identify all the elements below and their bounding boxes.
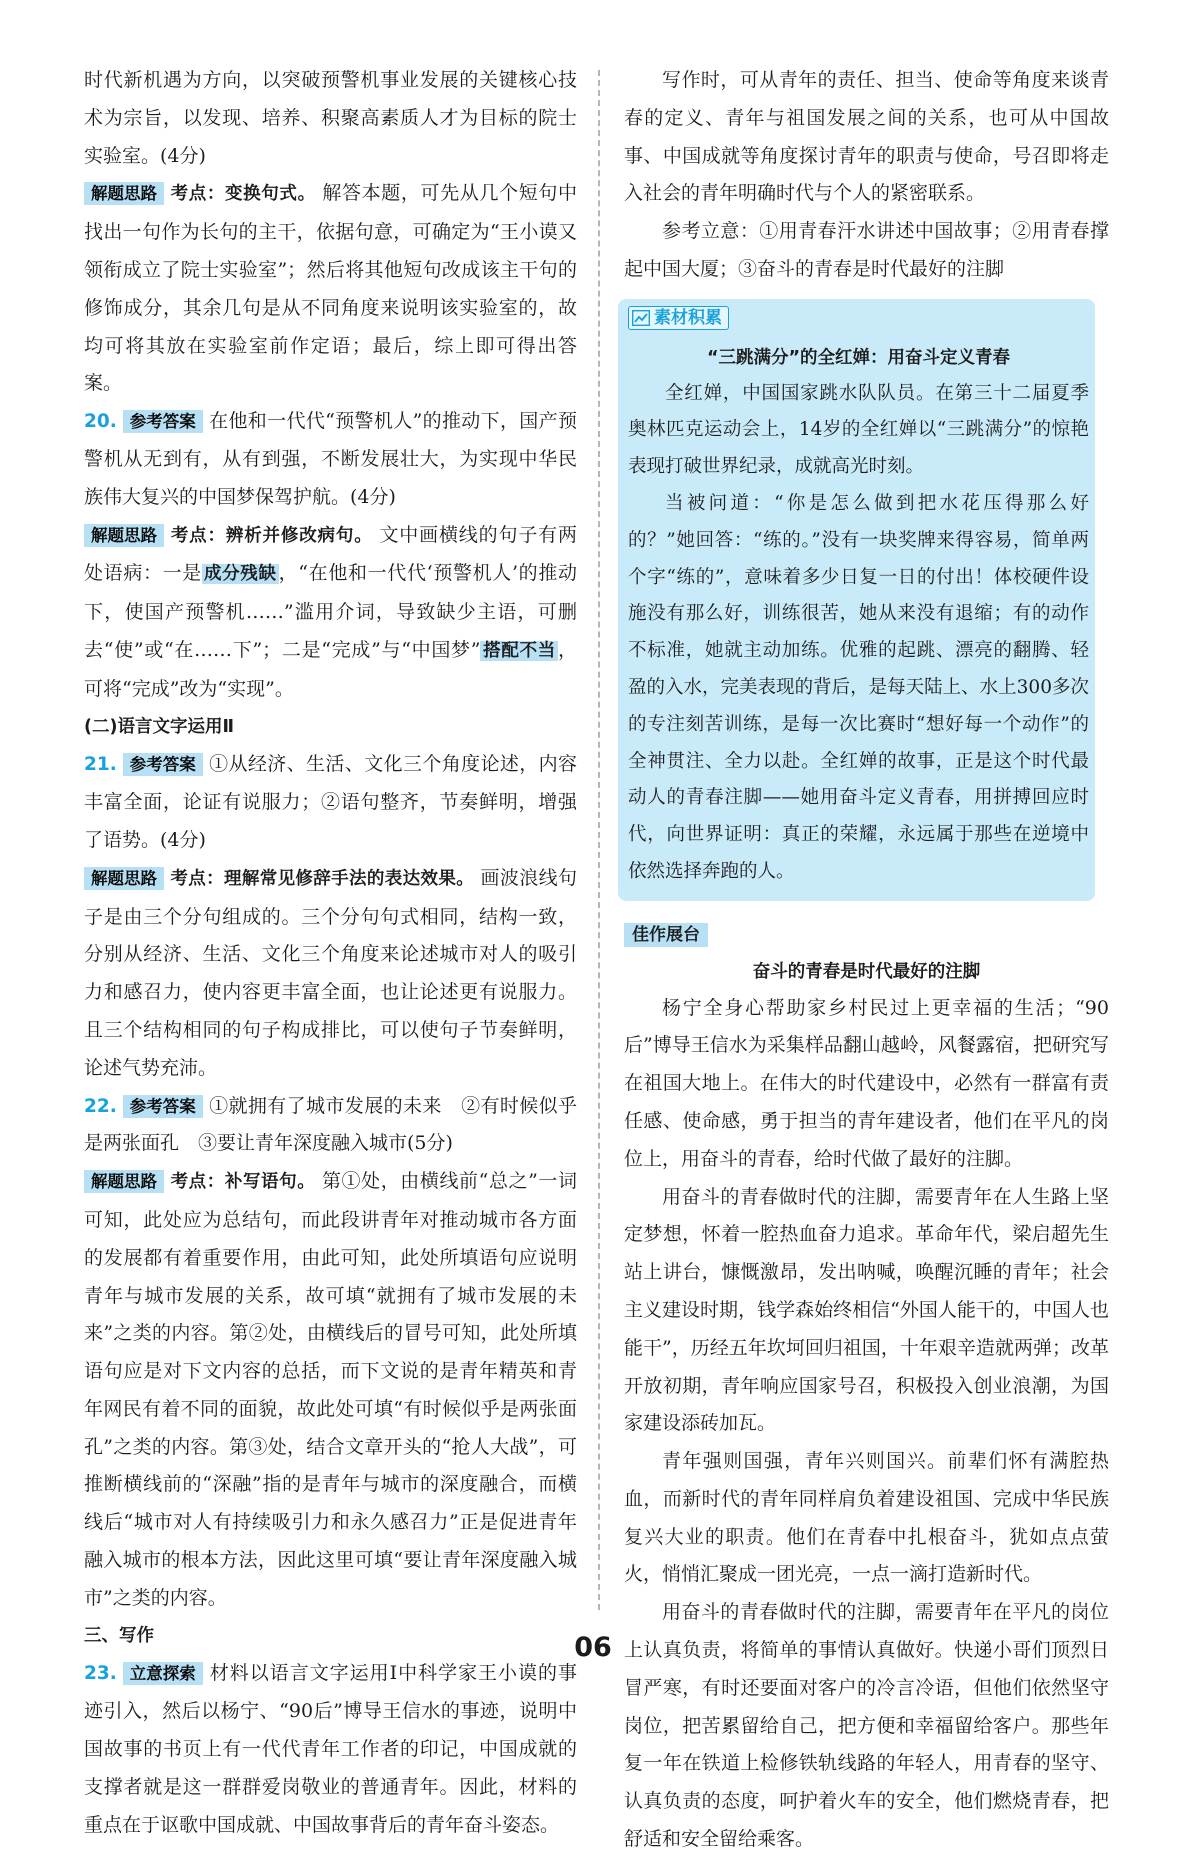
q20-highlight-2: 搭配不当: [482, 640, 556, 661]
q19-analysis-text: 解答本题，可先从几个短句中找出一句作为长句的主干，依据句意，可确定为“王小谟又领衔成立了院士实验室”；然后将其他短句改成该主干句的修饰成分，其余几句是从不同角度来说明该实验室的，故均可将其放在实验室前作定语；最后，综上即可得出答案。: [84, 182, 577, 395]
q23-text: 材料以语言文字运用Ⅰ中科学家王小谟的事迹引入，然后以杨宁、“90后”博导王信水的事迹，说明中国故事的书页上有一代代青年工作者的印记，中国成就的支撑者就是这一群群爱岗敬业的普通青年。因此，材料的重点在于讴歌中国成就、中国故事背后的青年奋斗姿态。: [84, 1662, 577, 1836]
q22-answer: [84, 1088, 577, 1164]
q23-exploration: [84, 1655, 577, 1844]
q22-answer-text: ①就拥有了城市发展的未来 ②有时候似乎是两张面孔 ③要让青年深度融入城市(5分): [84, 1094, 577, 1155]
essay-paragraph-3: 青年强则国强，青年兴则国兴。前辈们怀有满腔热血，而新时代的青年同样肩负着建设祖国、完成中华民族复兴大业的职责。他们在青春中扎根奋斗，犹如点点萤火，悄悄汇聚成一团光亮，一点一滴打造新时代。: [624, 1450, 1109, 1586]
q21-answer: [84, 746, 577, 859]
writing-guidance: 写作时，可从青年的责任、担当、使命等角度来谈青春的定义、青年与祖国发展之间的关系，也可从中国故事、中国成就等角度探讨青年的职责与使命，号召即将走入社会的青年明确时代与个人的紧密联系。: [624, 69, 1109, 205]
analysis-tag: 解题思路: [84, 524, 164, 547]
material-paragraph-2: 当被问道：“你是怎么做到把水花压得那么好的？”她回答：“练的。”没有一块奖牌来得容易，简单两个字“练的”，意味着多少日复一日的付出！体校硬件设施没有那么好，训练很苦，她从来没有退缩；有的动作不标准，她就主动加练。优雅的起跳、漂亮的翻腾、轻盈的入水，完美表现的背后，是每天陆上、水上300多次的专注刻苦训练，是每一次比赛时“想好每一个动作”的全神贯注、全力以赴。全红婵的故事，正是这个时代最动人的青春注脚——她用奋斗定义青春，用拼搏回应时代，向世界证明：真正的荣耀，永远属于那些在逆境中依然选择奔跑的人。: [628, 492, 1089, 882]
q21-analysis-text: 画波浪线句子是由三个分句组成的。三个分句句式相同，结构一致，分别从经济、生活、文化三个角度来论述城市对人的吸引力和感召力，使内容更丰富全面，也让论述更有说服力。且三个结构相同的句子构成排比，可以使句子节奏鲜明，论述气势充沛。: [84, 866, 577, 1079]
q20-text-3: ，可将“完成”改为“实现”。: [84, 638, 577, 700]
q19-analysis: [84, 175, 577, 403]
material-box-label: [628, 306, 729, 330]
q22-analysis-text: 第①处，由横线前“总之”一词可知，此处应为总结句，而此段讲青年对推动城市各方面的发展都有着重要作用，由此可知，此处所填语句应说明青年与城市发展的关系，故可填“就拥有了城市发展的未来”之类的内容。第②处，由横线后的冒号可知，此处所填语句应是对下文内容的总括，而下文说的是青年精英和青年网民有着不同的面貌，故此处可填“有时候似乎是两张面孔”之类的内容。第③处，结合文章开头的“抢人大战”，可推断横线前的“深融”指的是青年与城市的深度融合，而横线后“城市对人有持续吸引力和永久感召力”正是促进青年融入城市的根本方法，因此这里可填“要让青年深度融入城市”之类的内容。: [84, 1170, 578, 1609]
section-3-heading: 三、写作: [84, 1625, 154, 1646]
material-box: [618, 299, 1095, 901]
q20-text-1: 文中画横线的句子有两处语病：一是: [84, 523, 577, 585]
essay-paragraph-2: 用奋斗的青春做时代的注脚，需要青年在人生路上坚定梦想，怀着一腔热血奋力追求。革命年代，梁启超先生站上讲台，慷慨激昂，发出呐喊，唤醒沉睡的青年；社会主义建设时期，钱学森始终相信“外国人能干的，中国人也能干”，历经五年坎坷回归祖国，十年艰辛造就两弹；改革开放初期，青年响应国家号召，积极投入创业浪潮，为国家建设添砖加瓦。: [624, 1185, 1109, 1435]
q19-keypoint: 考点：变换句式。: [170, 184, 316, 205]
q20-text-2: ，“在他和一代代‘预警机人’的推动下，使国产预警机……”滥用介词，导致缺少主语，可删去“使”或“在……下”；二是“完成”与“中国梦”: [84, 562, 577, 661]
analysis-tag: 解题思路: [84, 182, 164, 205]
q20-answer: [84, 403, 577, 516]
q20-highlight-1: 成分残缺: [203, 564, 277, 585]
right-column: [624, 62, 1109, 1859]
q22-number: 22.: [84, 1095, 117, 1117]
q21-answer-text: ①从经济、生活、文化三个角度论述，内容丰富全面，论证有说服力；②语句整齐，节奏鲜明，增强了语势。(4分): [84, 753, 577, 851]
q21-number: 21.: [84, 754, 117, 776]
showcase-label: 佳作展台: [624, 923, 708, 947]
q20-number: 20.: [84, 411, 117, 433]
q20-analysis: [84, 517, 577, 709]
q21-keypoint: 考点：理解常见修辞手法的表达效果。: [170, 868, 475, 889]
idea-tag: 立意探索: [123, 1662, 203, 1685]
section-2-heading: (二)语言文字运用Ⅱ: [84, 716, 235, 737]
left-column: [84, 62, 577, 1844]
essay-paragraph-4: 用奋斗的青春做时代的注脚，需要青年在平凡的岗位上认真负责，将简单的事情认真做好。快递小哥们顶烈日冒严寒，有时还要面对客户的冷言冷语，但他们依然坚守岗位，把苦累留给自己，把方便和幸福留给客户。那些年复一年在铁道上检修铁轨线路的年轻人，用青春的坚守、认真负责的态度，呵护着火车的安全，他们燃烧青春，把舒适和安全留给乘客。: [624, 1601, 1109, 1851]
q22-keypoint: 考点：补写语句。: [170, 1172, 316, 1193]
analysis-tag: 解题思路: [84, 867, 164, 890]
essay-paragraph-1: 杨宁全身心帮助家乡村民过上更幸福的生活；“90后”博导王信水为采集样品翻山越岭，风餐露宿，把研究写在祖国大地上。在伟大的时代建设中，必然有一群富有责任感、使命感，勇于担当的青年建设者，他们在平凡的岗位上，用奋斗的青春，给时代做了最好的注脚。: [624, 996, 1109, 1170]
material-box-label-text: 素材积累: [654, 307, 722, 328]
essay-title: 奋斗的青春是时代最好的注脚: [752, 961, 981, 982]
material-paragraph-1: 全红婵，中国国家跳水队队员。在第三十二届夏季奥林匹克运动会上，14岁的全红婵以“三跳满分”的惊艳表现打破世界纪录，成就高光时刻。: [628, 382, 1089, 478]
answer-tag: 参考答案: [123, 1095, 203, 1118]
q21-analysis: [84, 860, 577, 1088]
answer-tag: 参考答案: [123, 753, 203, 776]
q23-number: 23.: [84, 1663, 117, 1685]
page-number: 06: [574, 1632, 612, 1663]
reference-ideas: 参考立意：①用青春汗水讲述中国故事；②用青春撑起中国大厦；③奋斗的青春是时代最好的注脚: [624, 220, 1109, 280]
q22-analysis: [84, 1163, 577, 1618]
q19-answer-end: 时代新机遇为方向，以突破预警机事业发展的关键核心技术为宗旨，以发现、培养、积聚高素质人才为目标的院士实验室。(4分): [84, 69, 577, 167]
material-title: “三跳满分”的全红婵：用奋斗定义青春: [706, 347, 1010, 368]
q20-answer-text: 在他和一代代“预警机人”的推动下，国产预警机从无到有，从有到强，不断发展壮大，为实现中华民族伟大复兴的中国梦保驾护航。(4分): [84, 410, 577, 508]
answer-tag: 参考答案: [123, 410, 203, 433]
q20-keypoint: 考点：辨析并修改病句。: [170, 525, 373, 546]
trend-chart-icon: [632, 310, 650, 326]
column-divider: [598, 70, 600, 1610]
analysis-tag: 解题思路: [84, 1170, 164, 1193]
